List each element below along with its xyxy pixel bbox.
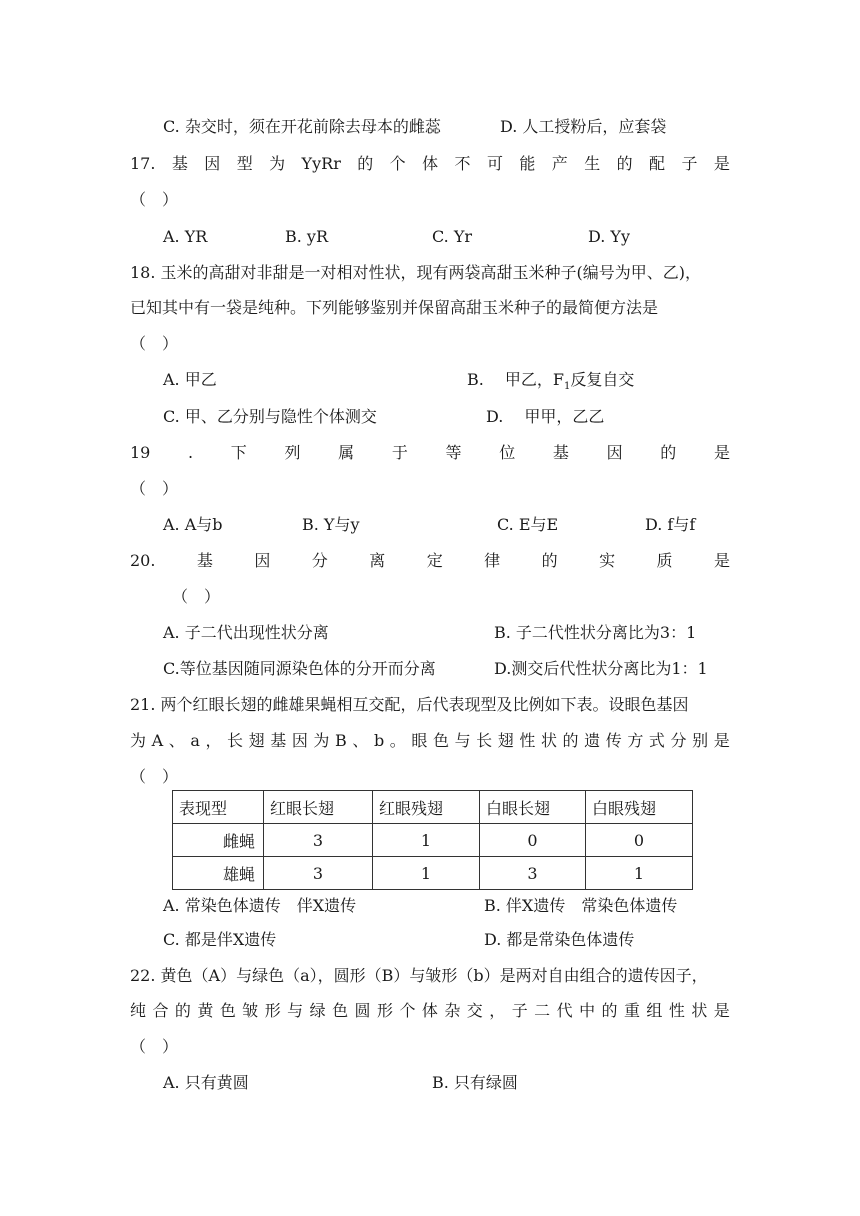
q17-stem: 17. 基 因 型 为 YyRr 的 个 体 不 可 能 产 生 的 配 子 是 bbox=[130, 154, 730, 173]
q16-option-c: C. 杂交时，须在开花前除去母本的雌蕊 bbox=[163, 117, 441, 136]
q17-option-b: B. yR bbox=[285, 227, 329, 246]
table-cell: 1 bbox=[373, 824, 480, 857]
table-cell: 1 bbox=[373, 857, 480, 890]
q18-option-a: A. 甲乙 bbox=[163, 370, 217, 389]
q19-option-b: B. Y与y bbox=[302, 515, 360, 534]
table-header-cell: 白眼残翅 bbox=[586, 791, 693, 824]
q16-option-d: D. 人工授粉后，应套袋 bbox=[500, 117, 667, 136]
table-cell: 3 bbox=[264, 824, 373, 857]
q17-option-a: A. YR bbox=[163, 227, 208, 246]
q20-option-a: A. 子二代出现性状分离 bbox=[163, 623, 329, 642]
table-header-row bbox=[173, 791, 693, 824]
table-cell: 雌蝇 bbox=[173, 824, 264, 857]
q21-stem-line1: 21. 两个红眼长翅的雌雄果蝇相互交配，后代表现型及比例如下表。设眼色基因 bbox=[130, 695, 689, 714]
table-cell: 3 bbox=[264, 857, 373, 890]
q18-option-c: C. 甲、乙分别与隐性个体测交 bbox=[163, 407, 377, 426]
table-header-cell: 表现型 bbox=[173, 791, 264, 824]
q20-option-b: B. 子二代性状分离比为3：1 bbox=[494, 623, 697, 642]
q22-option-b: B. 只有绿圆 bbox=[432, 1073, 518, 1092]
q22-answer-paren: （ ） bbox=[130, 1037, 179, 1056]
q21-option-d: D. 都是常染色体遗传 bbox=[484, 930, 635, 949]
q20-stem: 20. 基 因 分 离 定 律 的 实 质 是 bbox=[130, 551, 730, 570]
q21-option-b: B. 伴X遗传 常染色体遗传 bbox=[484, 896, 678, 915]
q21-option-a: A. 常染色体遗传 伴X遗传 bbox=[163, 896, 357, 915]
q20-answer-paren: （ ） bbox=[172, 587, 221, 606]
table-row bbox=[173, 824, 693, 857]
q21-stem-line2: 为 A 、 a ， 长 翅 基 因 为 B 、 b 。 眼 色 与 长 翅 性 状 的 遗 传 方 式 分 别 是 bbox=[130, 731, 730, 750]
table-header-cell: 红眼长翅 bbox=[264, 791, 373, 824]
table-cell: 0 bbox=[480, 824, 586, 857]
q18-stem-line1: 18. 玉米的高甜对非甜是一对相对性状，现有两袋高甜玉米种子(编号为甲、乙)， bbox=[130, 263, 702, 282]
q18-answer-paren: （ ） bbox=[130, 334, 179, 353]
q19-stem: 19 . 下 列 属 于 等 位 基 因 的 是 bbox=[130, 443, 730, 462]
q22-stem-line2: 纯 合 的 黄 色 皱 形 与 绿 色 圆 形 个 体 杂 交 ， 子 二 代 中 的 重 组 性 状 是 bbox=[130, 1001, 730, 1020]
q20-option-c: C.等位基因随同源染色体的分开而分离 bbox=[163, 659, 436, 678]
q22-option-a: A. 只有黄圆 bbox=[163, 1073, 249, 1092]
q21-option-c: C. 都是伴X遗传 bbox=[163, 930, 277, 949]
q19-option-a: A. A与b bbox=[163, 515, 223, 534]
q21-answer-paren: （ ） bbox=[130, 767, 179, 786]
table-row bbox=[173, 857, 693, 890]
q19-answer-paren: （ ） bbox=[130, 479, 179, 498]
q18-option-b: B. 甲乙，$F_1$反复自交 bbox=[467, 370, 635, 393]
table-cell: 3 bbox=[480, 857, 586, 890]
phenotype-table bbox=[172, 790, 693, 890]
q17-answer-paren: （ ） bbox=[130, 190, 179, 209]
q18-stem-line2: 已知其中有一袋是纯种。下列能够鉴别并保留高甜玉米种子的最简便方法是 bbox=[130, 298, 659, 317]
q17-option-c: C. Yr bbox=[432, 227, 473, 246]
q19-option-d: D. f与f bbox=[645, 515, 696, 534]
q22-stem-line1: 22. 黄色（A）与绿色（a），圆形（B）与皱形（b）是两对自由组合的遗传因子， bbox=[130, 966, 708, 985]
table-cell: 雄蝇 bbox=[173, 857, 264, 890]
table-cell: 1 bbox=[586, 857, 693, 890]
q20-option-d: D.测交后代性状分离比为1：1 bbox=[494, 659, 708, 678]
table-header-cell: 红眼残翅 bbox=[373, 791, 480, 824]
q19-option-c: C. E与E bbox=[497, 515, 559, 534]
q17-option-d: D. Yy bbox=[588, 227, 631, 246]
q18-option-d: D. 甲甲，乙乙 bbox=[486, 407, 605, 426]
table-header-cell: 白眼长翅 bbox=[480, 791, 586, 824]
table-cell: 0 bbox=[586, 824, 693, 857]
